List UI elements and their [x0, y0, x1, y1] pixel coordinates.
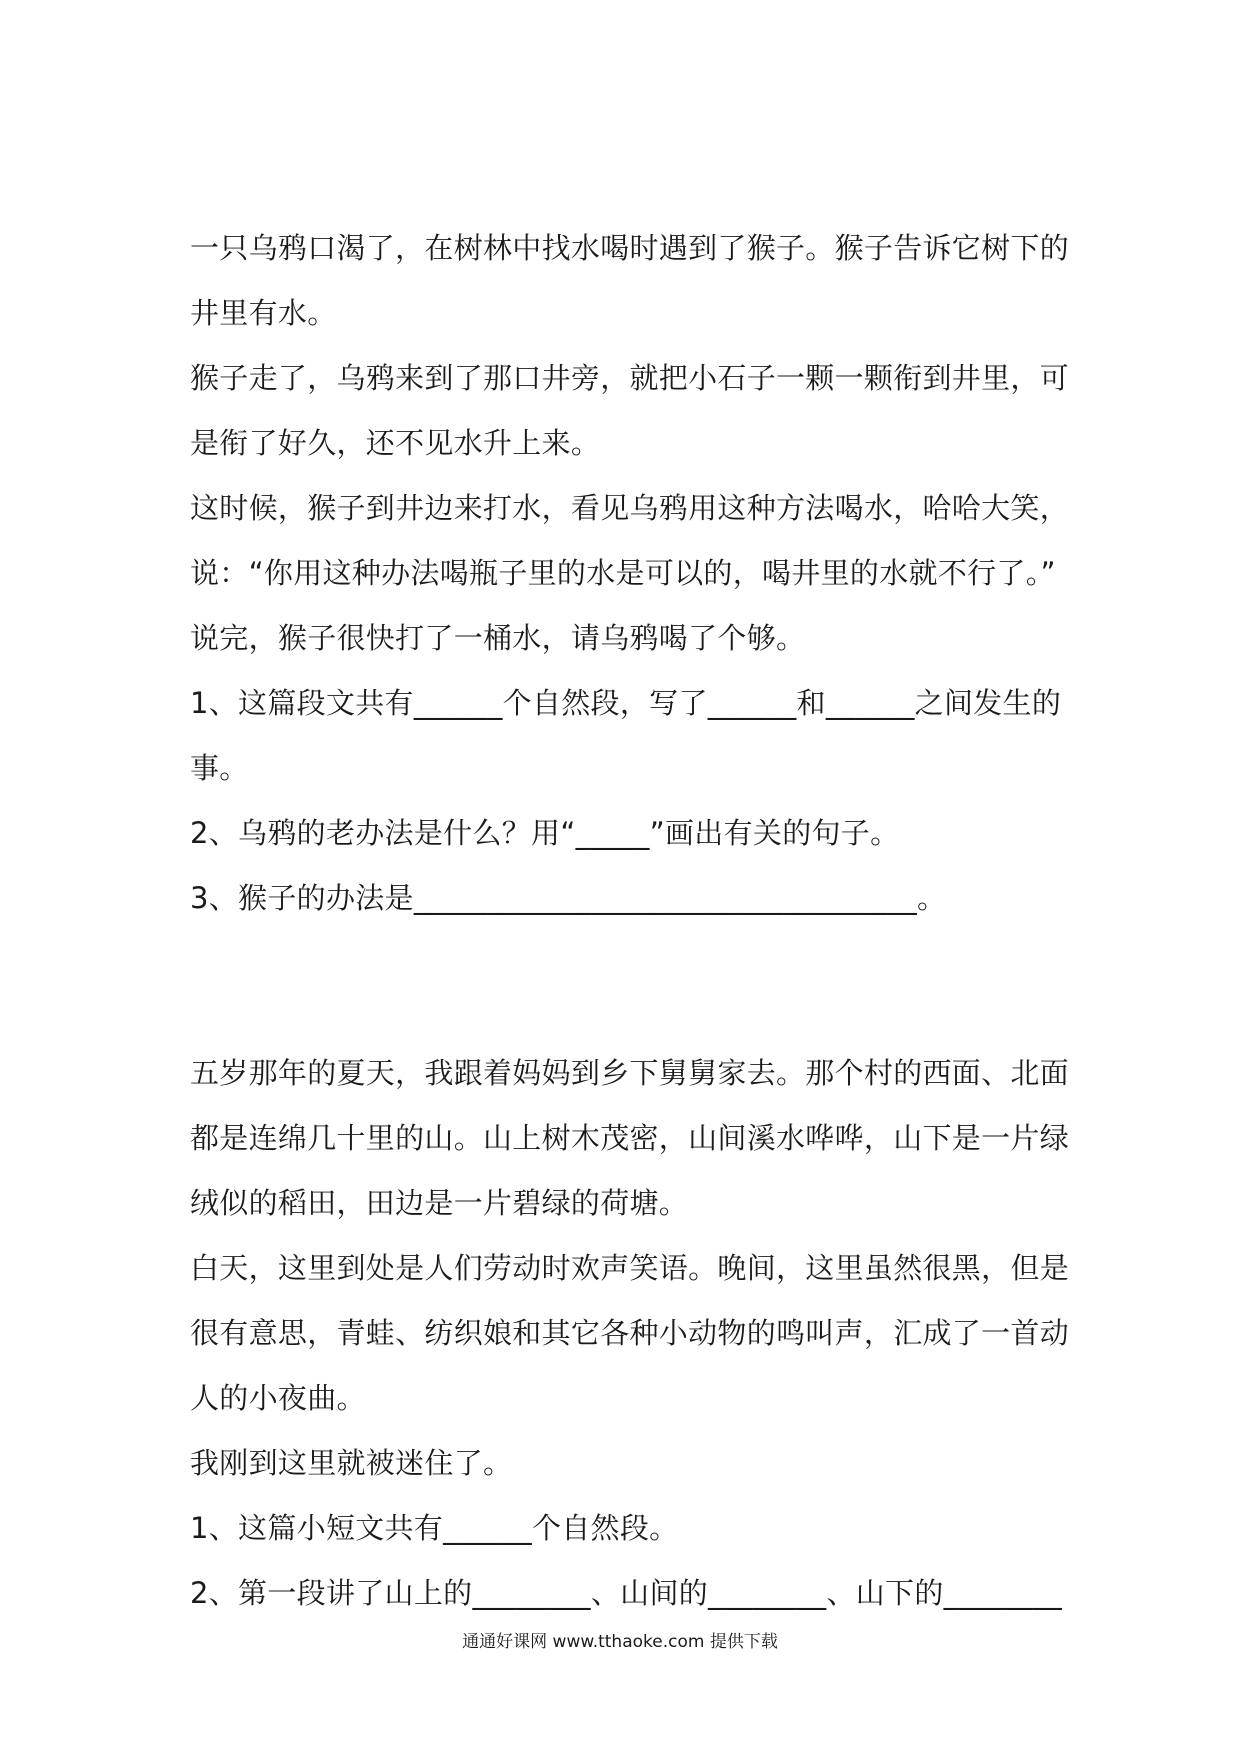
passage-line: 五岁那年的夏天，我跟着妈妈到乡下舅舅家去。那个村的西面、北面: [190, 1056, 1070, 1090]
passage-line: 都是连绵几十里的山。山上树木茂密，山间溪水哗哗，山下是一片绿: [190, 1121, 1070, 1155]
question-line: 2、乌鸦的老办法是什么？用“_____”画出有关的句子。: [190, 816, 900, 850]
question-line: 事。: [190, 751, 249, 785]
question-line: 1、这篇小短文共有______个自然段。: [190, 1511, 679, 1545]
passage-1: [190, 216, 1070, 671]
passage-line: 很有意思，青蛙、纺织娘和其它各种小动物的鸣叫声，汇成了一首动: [190, 1316, 1070, 1350]
passage-line: 说完，猴子很快打了一桶水，请乌鸦喝了个够。: [190, 621, 806, 655]
question-line: 2、第一段讲了山上的________、山间的________、山下的________: [190, 1576, 1063, 1610]
passage-line: 绒似的稻田，田边是一片碧绿的荷塘。: [190, 1186, 689, 1220]
passage-line: 说：“你用这种办法喝瓶子里的水是可以的，喝井里的水就不行了。”: [190, 556, 1056, 590]
passage-line: 白天，这里到处是人们劳动时欢声笑语。晚间，这里虽然很黑，但是: [190, 1251, 1070, 1285]
passage-line: 井里有水。: [190, 296, 337, 330]
passage-1-questions: [190, 671, 1060, 931]
page-footer: 通通好课网 www.tthaoke.com 提供下载: [462, 1632, 778, 1652]
question-line: 1、这篇段文共有______个自然段，写了______和______之间发生的: [190, 686, 1062, 720]
passage-line: 人的小夜曲。: [190, 1381, 366, 1415]
passage-line: 猴子走了，乌鸦来到了那口井旁，就把小石子一颗一颗衔到井里，可: [190, 361, 1070, 395]
passage-line: 一只乌鸦口渴了，在树林中找水喝时遇到了猴子。猴子告诉它树下的: [190, 231, 1070, 265]
passage-2: [190, 1041, 1070, 1496]
document-body: [190, 216, 1070, 1626]
section-gap: [190, 931, 1060, 1041]
passage-line: 这时候，猴子到井边来打水，看见乌鸦用这种方法喝水，哈哈大笑，: [190, 491, 1070, 525]
passage-2-questions: [190, 1496, 1063, 1626]
passage-line: 是衔了好久，还不见水升上来。: [190, 426, 601, 460]
question-line: 3、猴子的办法是__________________________________。: [190, 881, 947, 915]
passage-line: 我刚到这里就被迷住了。: [190, 1446, 513, 1480]
